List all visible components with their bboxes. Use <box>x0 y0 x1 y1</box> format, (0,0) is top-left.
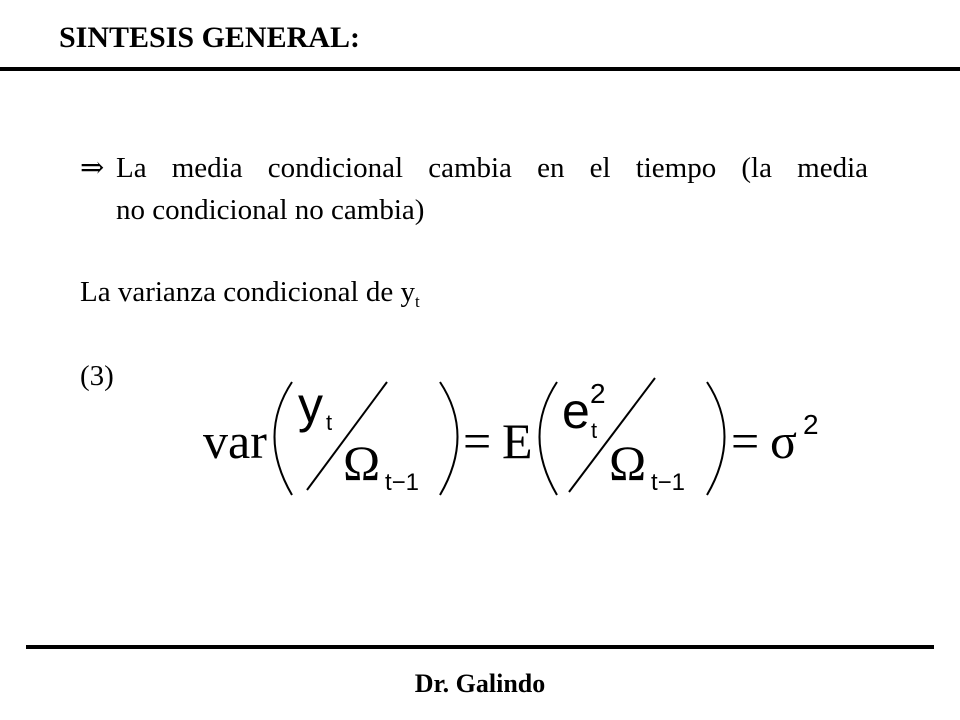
left-paren-1 <box>275 382 293 495</box>
formula-e: e <box>562 383 590 439</box>
slide-title: SINTESIS GENERAL: <box>59 21 360 54</box>
formula-sigma: σ <box>770 413 797 469</box>
formula-sigma-superscript: 2 <box>803 409 819 440</box>
formula-omega-1: Ω <box>343 435 381 491</box>
variance-subscript: t <box>414 292 420 311</box>
formula-omega-sub-2: t−1 <box>651 469 686 496</box>
formula-omega-2: Ω <box>609 435 647 491</box>
equation-number: (3) <box>80 360 114 392</box>
formula-y-sub: t <box>326 410 333 435</box>
formula-E: E <box>502 413 533 469</box>
formula-omega-sub-1: t−1 <box>385 469 420 496</box>
formula-e-superscript: 2 <box>590 378 606 409</box>
variance-text: La varianza condicional de y <box>80 276 415 308</box>
left-paren-2 <box>540 382 558 495</box>
formula-equals-1: = <box>463 413 492 469</box>
variance-formula <box>195 360 835 510</box>
formula-var: var <box>203 413 267 469</box>
right-paren-2 <box>707 382 725 495</box>
bottom-divider <box>26 645 934 649</box>
formula-equals-2: = <box>731 413 760 469</box>
formula-y: y <box>298 377 323 433</box>
formula-e-sub: t <box>591 418 598 443</box>
bullet-text-line-1: La media condicional cambia en el tiempo (la media <box>116 152 868 184</box>
implies-arrow-icon: ⇒ <box>80 152 105 184</box>
variance-statement <box>80 272 420 322</box>
bullet-text-line-2: no condicional no cambia) <box>116 194 425 226</box>
footer-author: Dr. Galindo <box>414 669 546 698</box>
right-paren-1 <box>440 382 458 495</box>
top-divider <box>0 67 960 71</box>
